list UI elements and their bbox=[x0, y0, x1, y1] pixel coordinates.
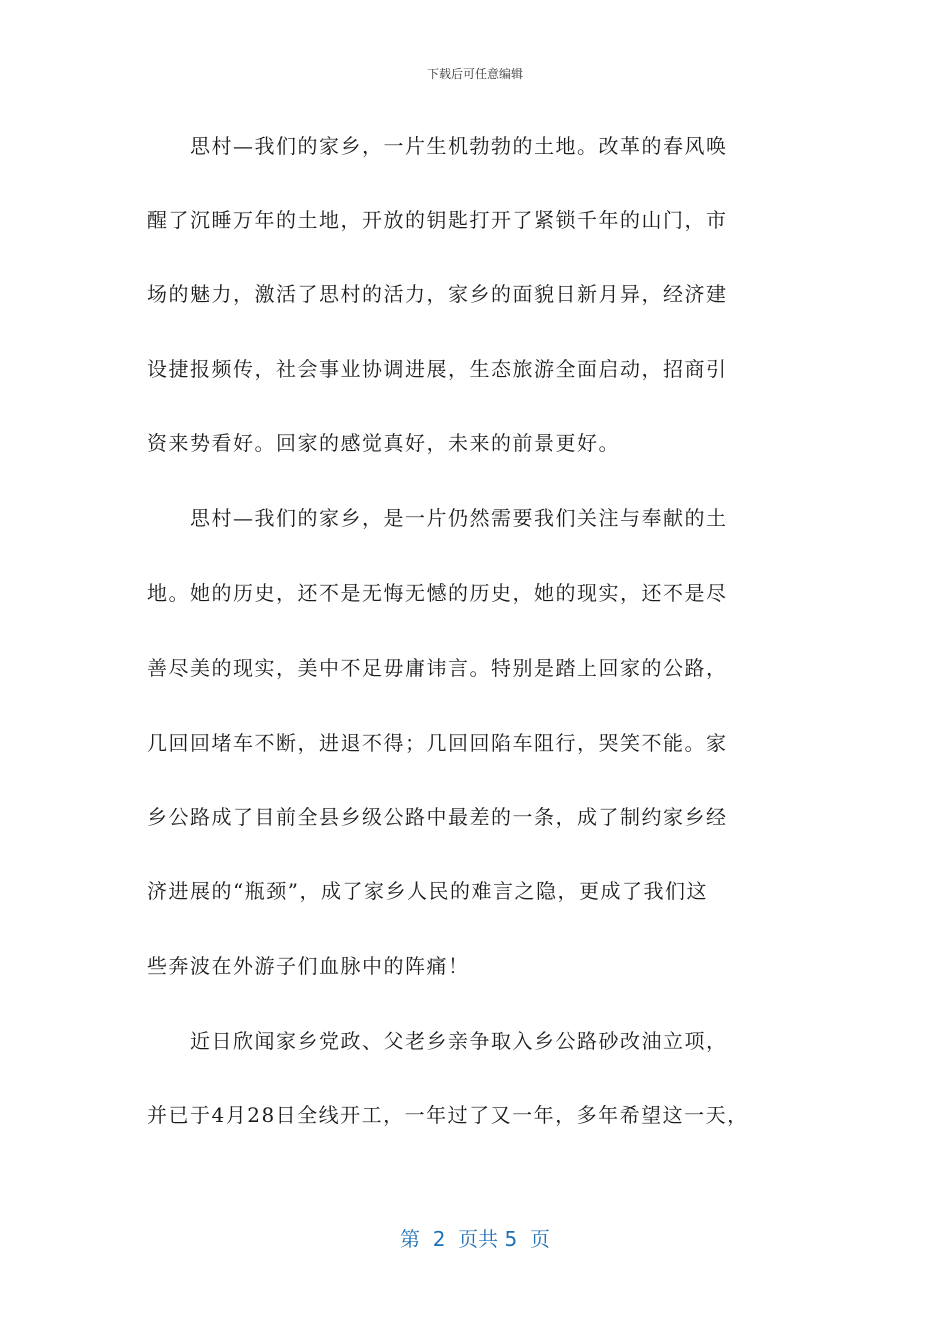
text-line: 醒了沉睡万年的土地，开放的钥匙打开了紧锁千年的山门，市 bbox=[147, 208, 728, 232]
text-line: 设捷报频传，社会事业协调进展，生态旅游全面启动，招商引 bbox=[147, 357, 728, 381]
text-line: 济进展的“瓶颈”，成了家乡人民的难言之隐，更成了我们这 bbox=[147, 879, 708, 903]
text-line: 资来势看好。回家的感觉真好，未来的前景更好。 bbox=[147, 431, 620, 455]
page-header: 下载后可任意编辑 bbox=[426, 67, 523, 81]
text-line: 近日欣闻家乡党政、父老乡亲争取入乡公路砂改油立项， bbox=[147, 1029, 728, 1053]
page-number-footer: 第 2 页共 5 页 bbox=[400, 1227, 550, 1251]
text-line: 并已于4月28日全线开工，一年过了又一年，多年希望这一天， bbox=[147, 1103, 749, 1127]
text-line: 思村—我们的家乡，是一片仍然需要我们关注与奉献的土 bbox=[147, 506, 728, 530]
text-line: 场的魅力，激活了思村的活力，家乡的面貌日新月异，经济建 bbox=[147, 282, 728, 306]
text-line: 地。她的历史，还不是无悔无憾的历史，她的现实，还不是尽 bbox=[147, 581, 728, 605]
text-line: 乡公路成了目前全县乡级公路中最差的一条，成了制约家乡经 bbox=[147, 805, 728, 829]
text-line: 善尽美的现实，美中不足毋庸讳言。特别是踏上回家的公路， bbox=[147, 656, 728, 680]
text-line: 思村—我们的家乡，一片生机勃勃的土地。改革的春风唤 bbox=[147, 134, 728, 158]
text-line: 些奔波在外游子们血脉中的阵痛！ bbox=[147, 954, 470, 978]
text-line: 几回回堵车不断，进退不得；几回回陷车阻行，哭笑不能。家 bbox=[147, 731, 728, 755]
